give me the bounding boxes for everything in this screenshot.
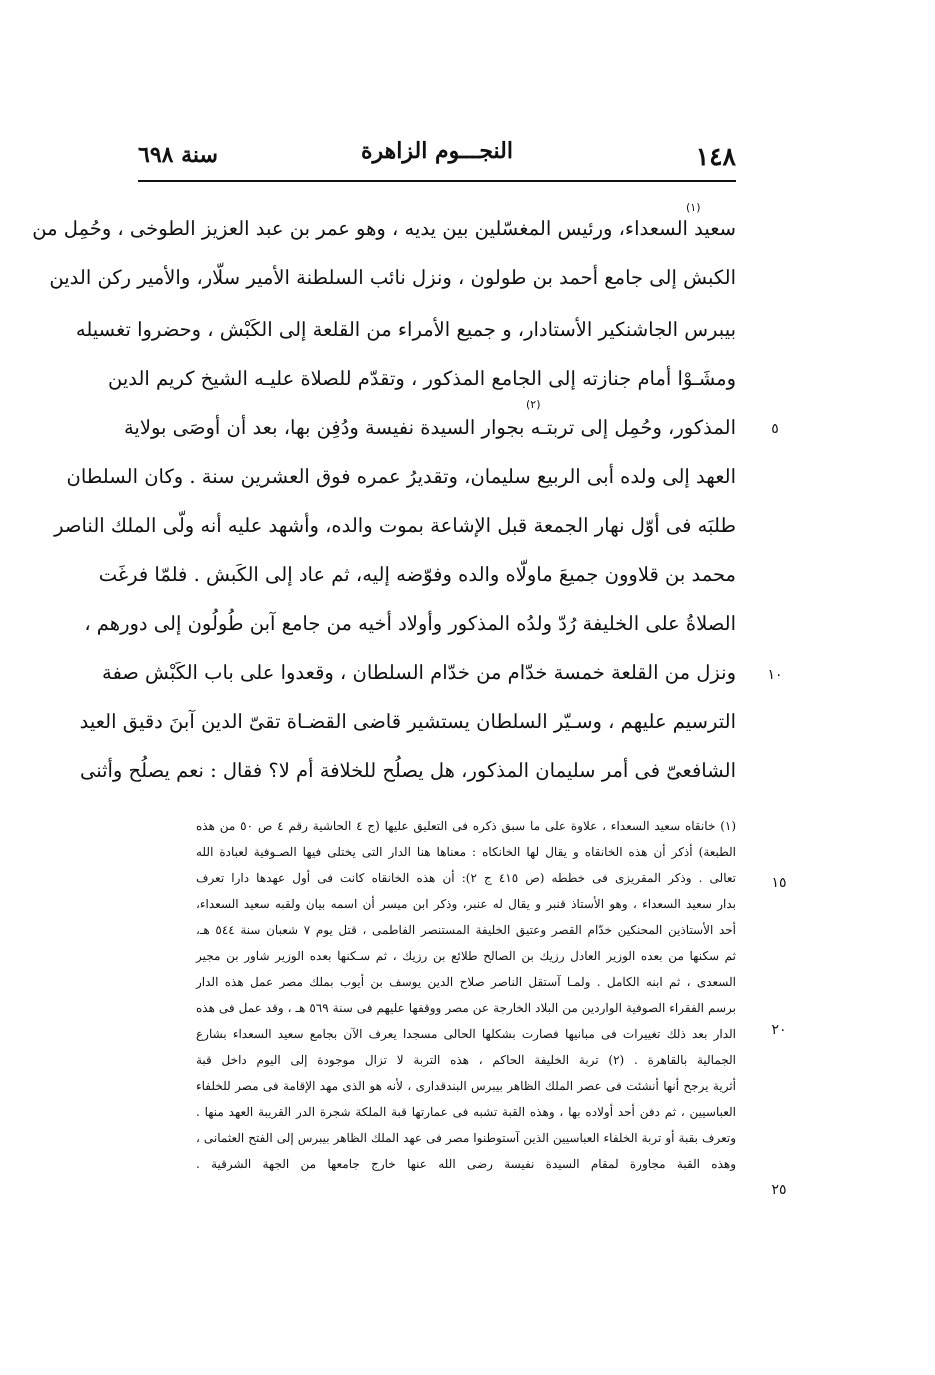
year-heading: سنة ٦٩٨ (138, 142, 218, 168)
footnote-line-8: برسم الفقراء الصوفية الواردين من البلاد الخارجة عن مصر ووقفها عليهم فى سنة ٥٦٩ هـ ، وقد عمل فى هذه (196, 1001, 736, 1015)
text-line-1: سعيد السعداء، ورئيس المغسّلين بين يديه ، وهو عمر بن عبد العزيز الطوخى ، وحُمِل من (32, 217, 736, 240)
text-line-3: بيبرس الجاشنكير الأستادار، و جميع الأمراء من القلعة إلى الكَبْش ، وحضروا تغسيله (75, 318, 736, 341)
text-line-8: محمد بن قلاوون جميعَ ماولّاه والده وفوّضه إليه، ثم عاد إلى الكَبش . فلمّا فرغَت (98, 563, 736, 586)
footnote-line-1: (١) خانقاه سعيد السعداء ، علاوة على ما سبق ذكره فى التعليق عليها (ج ٤ الحاشية رقم ٤ ص ٥٠ من هذه (196, 819, 737, 833)
header-rule (138, 180, 736, 182)
line-number-10: ١٠ (767, 667, 783, 683)
footnote-line-10: الجمالية بالقاهرة . (٢) تربة الخليفة الحاكم ، هذه التربة لا تزال موجودة إلى اليوم داخل قبة (196, 1053, 736, 1067)
footnote-ref-1: (١) (686, 201, 701, 214)
footnote-line-14: وهذه القبة مجاورة لمقام السيدة نفيسة رضى الله عنها خارج جامعها من الجهة الشرقية . (196, 1157, 736, 1171)
text-line-4: ومشَـوْا أمام جنازته إلى الجامع المذكور ، وتقدّم للصلاة عليـه الشيخ كريم الدين (107, 367, 736, 390)
footnote-line-4: بدار سعيد السعداء ، وهو الأستاذ قنبر و يقال له عنبر، وذكر ابن ميسر أن اسمه بيان ولقبه سعيد السعداء، (196, 897, 736, 911)
text-line-11: الترسيم عليهم ، وسـيّر السلطان يستشير قاضى القضـاة تقىّ الدين آبنَ دقيق العيد (79, 710, 736, 733)
line-number-20: ٢٠ (771, 1022, 787, 1038)
footnote-ref-2: (٢) (526, 398, 541, 411)
text-line-5: المذكور، وحُمِل إلى تربتـه بجوار السيدة نفيسة ودُفِن بها، بعد أن أوصَى بولاية (123, 416, 736, 439)
page-number: ١٤٨ (695, 142, 736, 171)
footnote-line-6: ثم سكنها من بعده الوزير العادل رزيك بن الصالح طلائع بن رزيك ، ثم سـكنها بعده الوزير شاور بن مجير (196, 949, 736, 963)
text-line-12: الشافعىّ فى أمر سليمان المذكور، هل يصلُح للخلافة أم لا؟ فقال : نعم يصلُح وأثنى (79, 759, 736, 782)
running-title: النجـــوم الزاهرة (361, 138, 513, 164)
footnote-line-7: السعدى ، ثم ابنه الكامل . ولمـا آستقل الناصر صلاح الدين يوسف بن أيوب بملك مصر عمل هذه الدار (196, 975, 736, 989)
line-number-15: ١٥ (771, 875, 787, 891)
text-line-10: ونزل من القلعة خمسة خدّام من خدّام السلطان ، وقعدوا على باب الكَبْش صفة (101, 661, 736, 684)
text-line-2: الكبش إلى جامع أحمد بن طولون ، ونزل نائب السلطنة الأمير سلّار، والأمير ركن الدين (49, 266, 736, 289)
page-header (138, 138, 736, 182)
footnote-line-5: أحد الأستاذين المحنكين خدّام القصر وعتيق الخليفة المستنصر الفاطمى ، قتل يوم ٧ شعبان سنة ٥٤٤ هـ، (196, 923, 737, 937)
footnote-line-13: وتعرف بقبة أو تربة الخلفاء العباسيين الذين آستوطنوا مصر فى عهد الملك الظاهر بيبرس إلى الفتح العثمانى ، (196, 1131, 736, 1145)
line-number-5: ٥ (771, 421, 779, 437)
text-line-6: العهد إلى ولده أبى الربيع سليمان، وتقديرُ عمره فوق العشرين سنة . وكان السلطان (66, 465, 736, 488)
footnote-line-11: أثرية يرجح أنها أنشئت فى عصر الملك الظاهر بيبرس البندقدارى ، لأنه هو الذى مهد الإقامة فى مصر للخلفاء (196, 1079, 736, 1093)
line-number-25: ٢٥ (771, 1182, 787, 1198)
text-line-7: طلبَه فى أوّل نهار الجمعة قبل الإشاعة بموت والده، وأشهد عليه أنه ولّى الملك الناصر (54, 514, 736, 537)
text-line-9: الصلاةُ على الخليفة رُدّ ولدُه المذكور وأولاد أخيه من جامع آبن طُولُون إلى دورهم ، (84, 612, 736, 635)
footnote-line-12: العباسيين ، ثم دفن أحد أولاده بها ، وهذه القبة تشبه فى عمارتها قبة الملكة شجرة الدر القريبة العهد منها . (196, 1105, 736, 1119)
footnote-line-2: الطبعة) أذكر أن هذه الخانقاه و يقال لها الخانكاه : معناها هنا الدار التى يختلى فيها الصـوفية لعبادة الله (196, 845, 736, 859)
footnote-line-3: تعالى . وذكر المقريزى فى خططه (ص ٤١٥ ج ٢): أن هذه الخانقاه كانت فى أول عهدها دارا تعرف (196, 871, 736, 885)
footnote-line-9: الدار بعد ذلك تغييرات فى مبانيها فصارت بشكلها الحالى مسجدا يعرف الآن بجامع سعيد السعداء بشارع (196, 1027, 736, 1041)
